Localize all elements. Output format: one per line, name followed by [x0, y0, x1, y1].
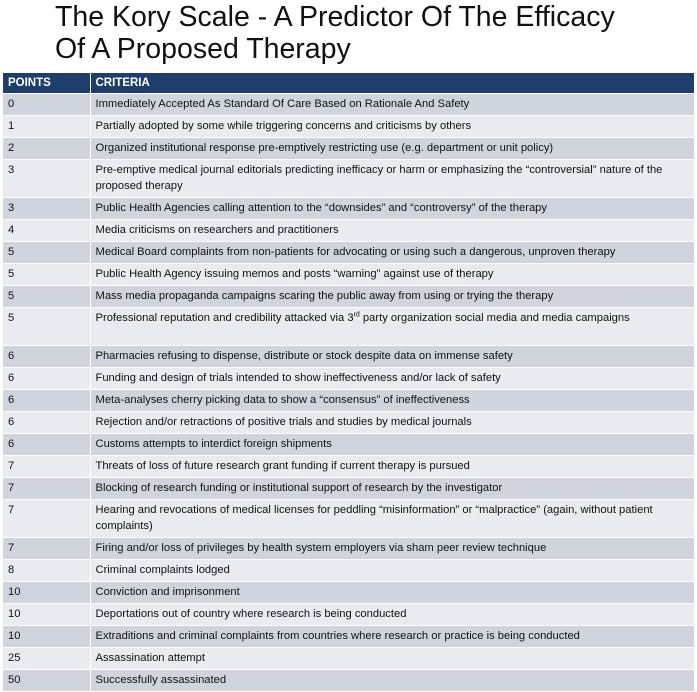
table-header-row	[3, 73, 694, 94]
criteria-cell: Partially adopted by some while triggering concerns and criticisms by others	[90, 116, 694, 138]
criteria-cell: Conviction and imprisonment	[90, 582, 694, 604]
points-cell: 8	[3, 560, 90, 582]
criteria-cell: Blocking of research funding or institutional support of research by the investigator	[90, 478, 694, 500]
points-cell: 7	[3, 478, 90, 500]
points-cell: 6	[3, 368, 90, 390]
points-cell: 7	[3, 456, 90, 478]
table-row	[3, 500, 694, 538]
criteria-cell: Assassination attempt	[90, 648, 694, 670]
table-row	[3, 604, 694, 626]
criteria-cell: Public Health Agencies calling attention to the “downsides” and “controversy” of the therapy	[90, 198, 694, 220]
points-cell: 5	[3, 286, 90, 308]
points-cell: 6	[3, 434, 90, 456]
table-row	[3, 138, 694, 160]
points-cell: 4	[3, 220, 90, 242]
points-cell: 25	[3, 648, 90, 670]
table-row	[3, 648, 694, 670]
criteria-cell: Pharmacies refusing to dispense, distribute or stock despite data on immense safety	[90, 346, 694, 368]
table-row	[3, 264, 694, 286]
points-cell: 3	[3, 160, 90, 198]
points-cell: 5	[3, 308, 90, 346]
points-cell: 50	[3, 670, 90, 692]
criteria-cell: Professional reputation and credibility attacked via 3rd party organization social media and media campaigns	[90, 308, 694, 346]
criteria-cell: Immediately Accepted As Standard Of Care Based on Rationale And Safety	[90, 94, 694, 116]
table-row	[3, 560, 694, 582]
criteria-cell: Customs attempts to interdict foreign shipments	[90, 434, 694, 456]
criteria-cell: Organized institutional response pre-emptively restricting use (e.g. department or unit policy)	[90, 138, 694, 160]
table-row	[3, 286, 694, 308]
table-row	[3, 478, 694, 500]
table-body	[3, 94, 694, 692]
table-row	[3, 160, 694, 198]
table-row	[3, 456, 694, 478]
kory-scale-table	[3, 73, 694, 692]
title-line-1: The Kory Scale - A Predictor Of The Efficacy	[55, 1, 615, 33]
points-cell: 6	[3, 412, 90, 434]
table-row	[3, 94, 694, 116]
table-row	[3, 198, 694, 220]
criteria-cell: Deportations out of country where research is being conducted	[90, 604, 694, 626]
table-row	[3, 412, 694, 434]
criteria-cell: Media criticisms on researchers and practitioners	[90, 220, 694, 242]
table-row	[3, 538, 694, 560]
table-row	[3, 220, 694, 242]
criteria-cell: Firing and/or loss of privileges by health system employers via sham peer review technique	[90, 538, 694, 560]
points-cell: 7	[3, 500, 90, 538]
table-row	[3, 390, 694, 412]
points-cell: 0	[3, 94, 90, 116]
criteria-cell: Mass media propaganda campaigns scaring the public away from using or trying the therapy	[90, 286, 694, 308]
points-cell: 5	[3, 242, 90, 264]
points-cell: 1	[3, 116, 90, 138]
criteria-cell: Successfully assassinated	[90, 670, 694, 692]
table-row	[3, 368, 694, 390]
title-line-2: Of A Proposed Therapy	[55, 33, 351, 65]
points-cell: 3	[3, 198, 90, 220]
table-row	[3, 434, 694, 456]
points-cell: 2	[3, 138, 90, 160]
points-cell: 6	[3, 390, 90, 412]
table-row	[3, 346, 694, 368]
criteria-cell: Funding and design of trials intended to show ineffectiveness and/or lack of safety	[90, 368, 694, 390]
table-row	[3, 308, 694, 346]
criteria-cell: Hearing and revocations of medical licenses for peddling “misinformation” or “malpractice” (again, without patient complaints)	[90, 500, 694, 538]
criteria-cell: Criminal complaints lodged	[90, 560, 694, 582]
points-cell: 10	[3, 626, 90, 648]
criteria-cell: Threats of loss of future research grant funding if current therapy is pursued	[90, 456, 694, 478]
points-cell: 10	[3, 582, 90, 604]
criteria-cell: Pre-emptive medical journal editorials predicting inefficacy or harm or emphasizing the “controversial” nature of the proposed therapy	[90, 160, 694, 198]
table-row	[3, 626, 694, 648]
criteria-cell: Meta-analyses cherry picking data to show a “consensus” of ineffectiveness	[90, 390, 694, 412]
table-row	[3, 582, 694, 604]
scale-table-container	[3, 73, 694, 692]
criteria-cell: Rejection and/or retractions of positive trials and studies by medical journals	[90, 412, 694, 434]
points-cell: 7	[3, 538, 90, 560]
column-header-points: POINTS	[3, 73, 90, 94]
criteria-cell: Medical Board complaints from non-patients for advocating or using such a dangerous, unproven therapy	[90, 242, 694, 264]
points-cell: 10	[3, 604, 90, 626]
page-title	[55, 1, 685, 65]
criteria-cell: Extraditions and criminal complaints from countries where research or practice is being conducted	[90, 626, 694, 648]
column-header-criteria: CRITERIA	[90, 73, 694, 94]
points-cell: 5	[3, 264, 90, 286]
ordinal-suffix: rd	[353, 311, 360, 319]
table-row	[3, 242, 694, 264]
table-row	[3, 116, 694, 138]
table-row	[3, 670, 694, 692]
points-cell: 6	[3, 346, 90, 368]
criteria-cell: Public Health Agency issuing memos and posts “warning” against use of therapy	[90, 264, 694, 286]
